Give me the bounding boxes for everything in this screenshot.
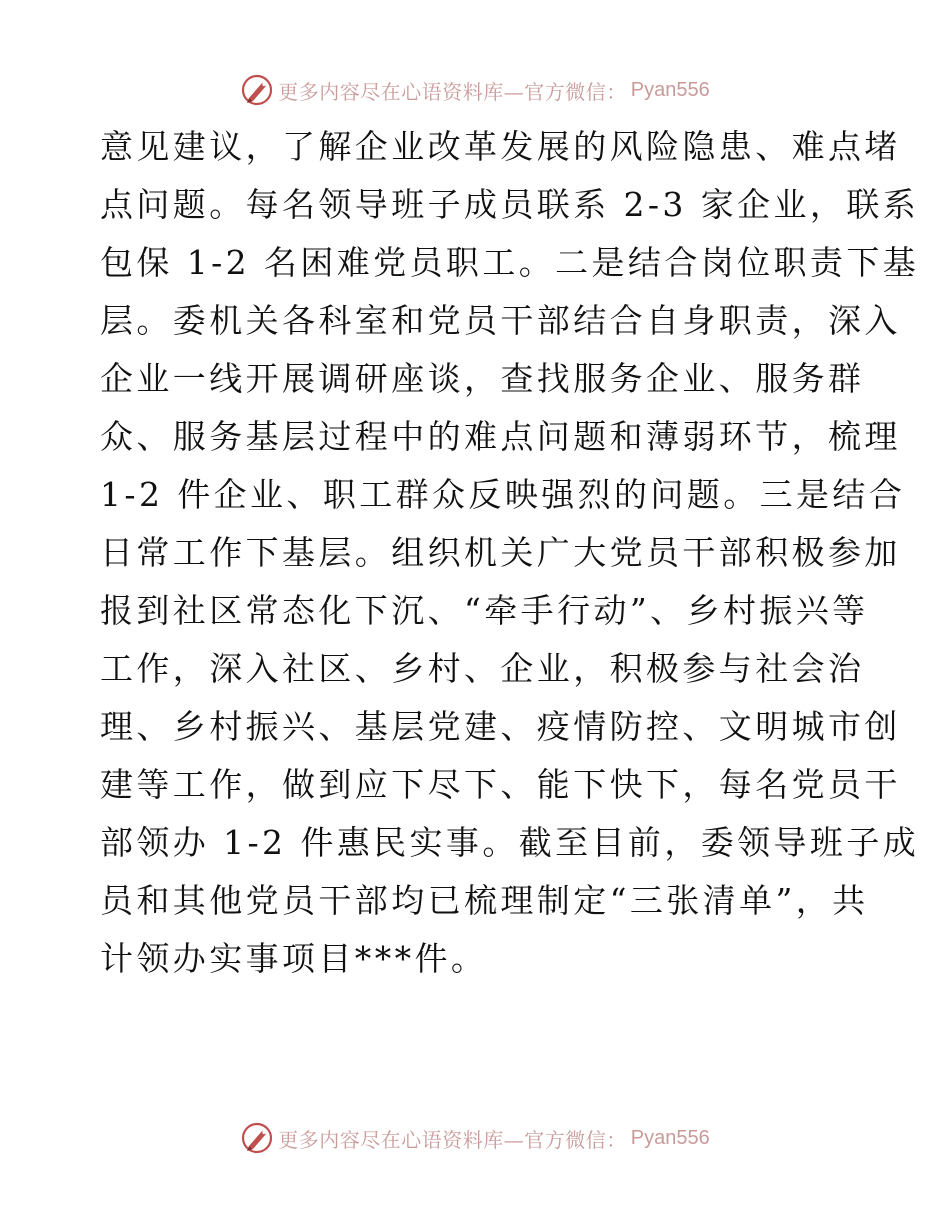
body-line: 计领办实事项目***件。 [100,939,488,978]
body-line: 点问题。每名领导班子成员联系 2-3 家企业，联系 [100,185,920,224]
body-line: 层。委机关各科室和党员干部结合自身职责，深入 [100,301,901,340]
body-line: 员和其他党员干部均已梳理制定“三张清单”，共 [100,881,869,920]
header-banner-text: 更多内容尽在心语资料库—官方微信： [278,79,627,104]
document-body [100,118,920,988]
body-line: 工作，深入社区、乡村、企业，积极参与社会治 [100,649,865,688]
body-line: 报到社区常态化下沉、“牵手行动”、乡村振兴等 [100,591,869,630]
pen-logo-icon [240,1121,274,1155]
footer-banner-inner [240,1121,709,1155]
footer-wechat-id: Pyan556 [630,1126,710,1149]
body-line: 建等工作，做到应下尽下、能下快下，每名党员干 [100,765,901,804]
body-line: 理、乡村振兴、基层党建、疫情防控、文明城市创 [100,707,901,746]
header-wechat-id: Pyan556 [630,78,710,101]
footer-banner [0,1118,950,1158]
header-banner [0,70,950,110]
footer-banner-text: 更多内容尽在心语资料库—官方微信： [278,1127,627,1152]
header-banner-inner [240,73,709,107]
body-line: 意见建议，了解企业改革发展的风险隐患、难点堵 [100,127,901,166]
body-line: 众、服务基层过程中的难点问题和薄弱环节，梳理 [100,417,901,456]
body-line: 日常工作下基层。组织机关广大党员干部积极参加 [100,533,901,572]
body-line: 部领办 1-2 件惠民实事。截至目前，委领导班子成 [100,823,920,862]
body-line: 企业一线开展调研座谈，查找服务企业、服务群 [100,359,865,398]
body-line: 包保 1-2 名困难党员职工。二是结合岗位职责下基 [100,243,920,282]
pen-logo-icon [240,73,274,107]
body-line: 1-2 件企业、职工群众反映强烈的问题。三是结合 [100,475,906,514]
